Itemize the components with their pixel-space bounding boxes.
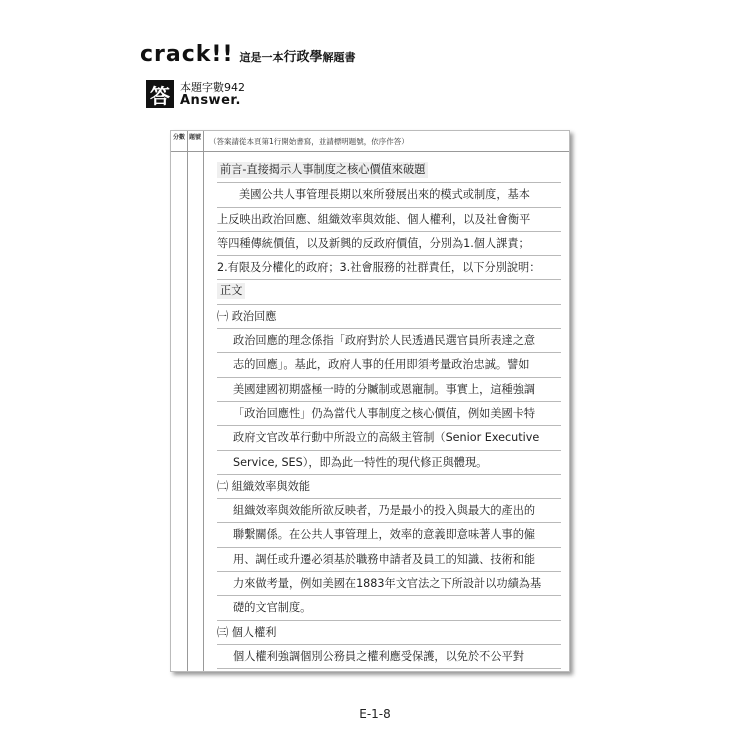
answer-line (217, 523, 561, 547)
answer-line (217, 329, 561, 353)
answer-text: Service, SES），即為此一特性的現代修正與體現。 (233, 455, 488, 469)
answer-label: Answer. (180, 93, 241, 108)
score-label: 分數 (172, 134, 185, 141)
answer-text: 美國建國初期盛極一時的分贓制或恩寵制。事實上，這種強調 (233, 382, 536, 396)
answer-line (217, 426, 561, 450)
answer-line (217, 499, 561, 523)
answer-text: 個人權利強調個別公務員之權利應受保護，以免於不公平對 (233, 649, 524, 663)
answer-text: ㈢ 個人權利 (217, 625, 277, 639)
crack-logo: crack!! (140, 42, 234, 67)
answer-text: 志的回應」。基此，政府人事的任用即須考量政治忠誠。譬如 (233, 358, 530, 372)
answer-line (217, 183, 561, 207)
answer-text: 上反映出政治回應、組織效率與效能、個人權利，以及社會衡平 (217, 212, 531, 226)
answer-text: 美國公共人事管理長期以來所發展出來的模式或制度，基本 (239, 188, 530, 202)
answer-line (217, 402, 561, 426)
answer-text: 力來做考量，例如美國在1883年文官法之下所設計以功績為基 (233, 577, 542, 591)
score-column (171, 131, 188, 671)
answer-text: 用、調任或升遷必須基於職務申請者及員工的知識、技術和能 (233, 552, 536, 566)
answer-text: 政府文官改革行動中所設立的高級主管制（Senior Executive (233, 431, 540, 445)
answer-text: ㈠ 政治回應 (217, 309, 277, 323)
brand-slogan: 這是一本行政學解題書 (239, 50, 356, 65)
answer-line (217, 475, 561, 499)
answer-text: ㈡ 組織效率與效能 (217, 479, 311, 493)
answer-line (217, 305, 561, 329)
answer-line (217, 548, 561, 572)
answer-heading (146, 80, 245, 108)
answer-line (217, 232, 561, 256)
answer-lines (217, 159, 561, 672)
brand-header (140, 42, 356, 67)
answer-text: 2.有限及分權化的政府；3.社會服務的社群責任，以下分別說明： (217, 261, 541, 275)
answer-line (217, 451, 561, 475)
section-heading: 正文 (217, 283, 245, 299)
answer-text: 礎的文官制度。 (233, 601, 312, 615)
answer-line (217, 621, 561, 645)
answer-line (217, 378, 561, 402)
answer-text: 「政治回應性」仍為當代人事制度之核心價值，例如美國卡特 (233, 406, 536, 420)
answer-line (217, 280, 561, 304)
answer-line (217, 208, 561, 232)
answer-badge-icon: 答 (146, 80, 174, 108)
answer-line (217, 572, 561, 596)
word-count: 本題字數942 (180, 81, 245, 94)
answer-text (233, 669, 535, 672)
answer-line (217, 669, 561, 672)
section-heading: 前言-直接揭示人事制度之核心價值來破題 (217, 162, 428, 178)
answer-line (217, 159, 561, 183)
answer-text: 組織效率與效能所欲反映者，乃是最小的投入與最大的產出的 (233, 504, 536, 518)
instruction-note: （答案請從本頁第1行開始書寫，並請標明題號，依序作答） (209, 137, 409, 146)
page-number: E-1-8 (359, 707, 391, 721)
answer-line (217, 645, 561, 669)
answer-text: 聯繫關係。在公共人事管理上，效率的意義即意味著人事的僱 (233, 528, 536, 542)
answer-line (217, 256, 561, 280)
answer-line (217, 596, 561, 620)
answer-text: 政治回應的理念係指「政府對於人民透過民選官員所表達之意 (233, 334, 536, 348)
question-label: 題號 (188, 134, 201, 141)
answer-text: 等四種傳統價值，以及新興的反政府價值，分別為1.個人課責； (217, 236, 530, 250)
answer-line (217, 353, 561, 377)
answer-sheet (170, 130, 570, 672)
question-number-column (187, 131, 204, 671)
